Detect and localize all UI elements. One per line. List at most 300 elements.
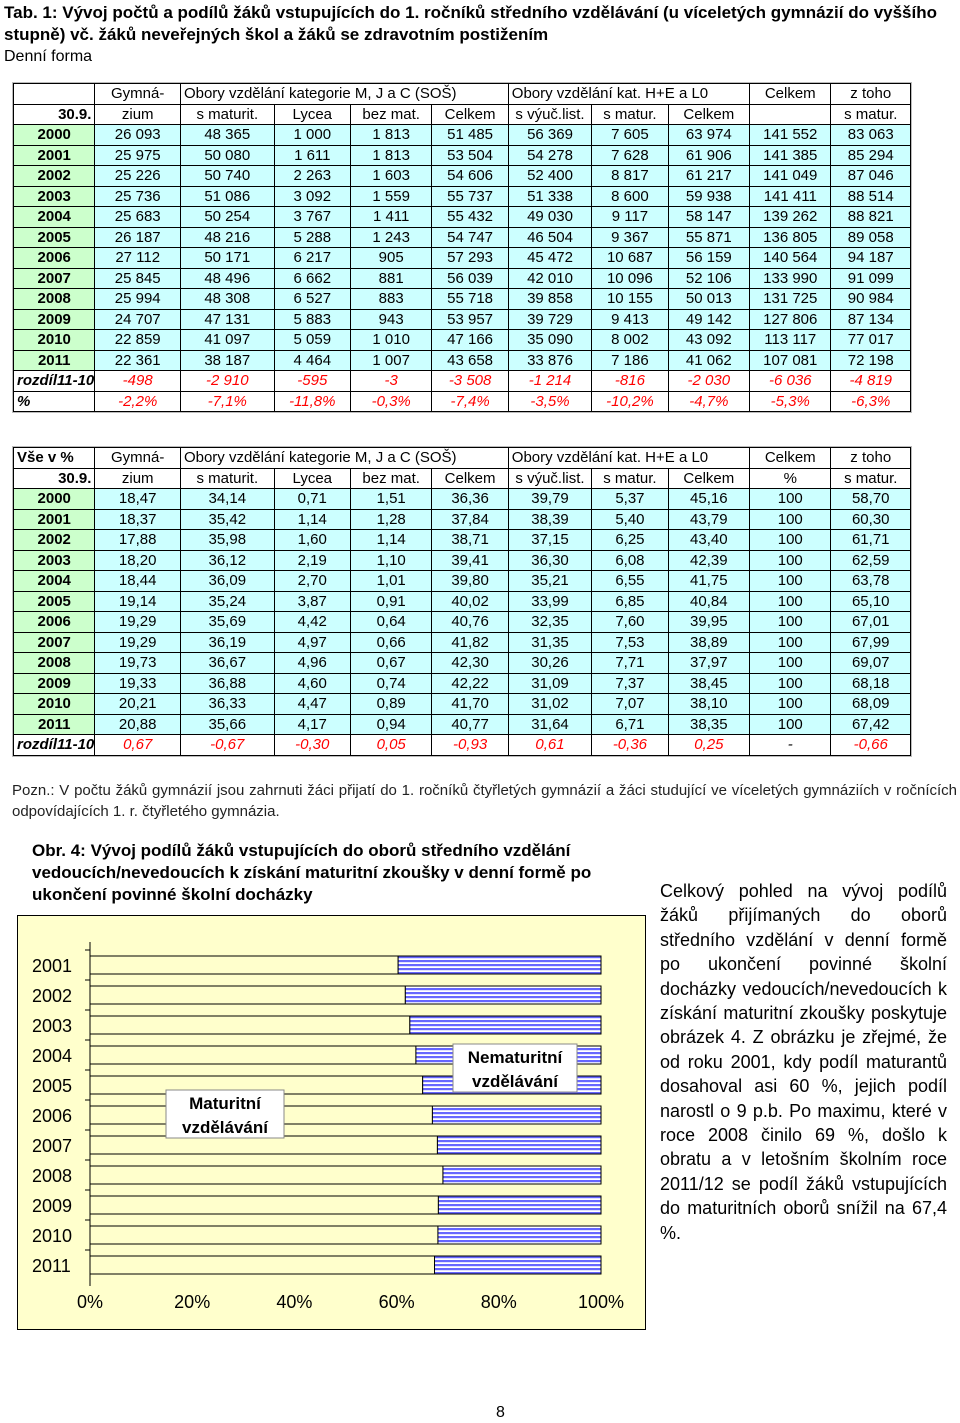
table-cell: 35,42 — [180, 509, 274, 530]
header-cell: Gymná- — [95, 448, 181, 469]
table-cell: 1 559 — [350, 186, 431, 207]
table-cell: 31,09 — [508, 673, 591, 694]
table-cell: 25 736 — [95, 186, 181, 207]
table-cell: 17,88 — [95, 530, 181, 551]
diff-cell: rozdíl11-10 — [14, 371, 95, 392]
diff-cell: -0,36 — [592, 735, 668, 756]
table-cell: 6 527 — [274, 289, 350, 310]
table-cell: 0,89 — [350, 694, 431, 715]
table-cell: 39 858 — [508, 289, 591, 310]
diff-cell: -11,8% — [274, 391, 350, 412]
table-cell: 35,66 — [180, 714, 274, 735]
table-subtitle: Denní forma — [4, 48, 93, 65]
table-row — [14, 166, 911, 187]
table-cell: 56 159 — [668, 248, 749, 269]
table-cell: 36,12 — [180, 550, 274, 571]
table-cell: 2005 — [14, 591, 95, 612]
diff-cell: -4,7% — [668, 391, 749, 412]
table-cell: 1,14 — [350, 530, 431, 551]
bar-matur-2003 — [90, 1016, 410, 1034]
table-cell: 141 049 — [750, 166, 831, 187]
figure-title: Obr. 4: Vývoj podílů žáků vstupujících do oborů středního vzdělání vedoucích/nevedoucích k získání maturitní zkoušky v denní formě po ukončení povinné školní docházky — [32, 841, 592, 904]
table-row — [14, 694, 911, 715]
diff-cell: -595 — [274, 371, 350, 392]
table-cell: 100 — [750, 694, 831, 715]
table-cell: 37,84 — [432, 509, 508, 530]
table-cell: 53 957 — [432, 309, 508, 330]
table-cell: 4,60 — [274, 673, 350, 694]
header-cell: Lycea — [274, 468, 350, 489]
series-label-nematur-text: vzdělávání — [472, 1072, 558, 1091]
diff-cell: -2 910 — [180, 371, 274, 392]
diff-cell: -0,93 — [432, 735, 508, 756]
table-cell: 1 000 — [274, 125, 350, 146]
header-cell: s matur. — [831, 468, 911, 489]
table-cell: 26 187 — [95, 227, 181, 248]
diff-cell: -6,3% — [831, 391, 911, 412]
table-cell: 88 514 — [831, 186, 911, 207]
table-cell: 43 092 — [668, 330, 749, 351]
x-tick-label: 80% — [480, 1292, 517, 1312]
table-cell: 45,16 — [668, 489, 749, 510]
table-cell: 8 002 — [592, 330, 668, 351]
table-cell: 1 007 — [350, 350, 431, 371]
table-cell: 33 876 — [508, 350, 591, 371]
diff-cell: -7,1% — [180, 391, 274, 412]
table-cell: 2011 — [14, 350, 95, 371]
table-cell: 107 081 — [750, 350, 831, 371]
table-cell: 131 725 — [750, 289, 831, 310]
table-cell: 56 039 — [432, 268, 508, 289]
table-cell: 7,07 — [592, 694, 668, 715]
table-cell: 881 — [350, 268, 431, 289]
table-cell: 67,42 — [831, 714, 911, 735]
table-cell: 2008 — [14, 653, 95, 674]
table-cell: 2,19 — [274, 550, 350, 571]
table-cell: 52 106 — [668, 268, 749, 289]
bar-matur-2009 — [90, 1196, 438, 1214]
table-cell: 0,67 — [350, 653, 431, 674]
table-cell: 1,51 — [350, 489, 431, 510]
table-cell: 38,89 — [668, 632, 749, 653]
table-cell: 2007 — [14, 632, 95, 653]
table-row — [14, 227, 911, 248]
table-cell: 2 263 — [274, 166, 350, 187]
diff-cell: -6 036 — [750, 371, 831, 392]
table-cell: 2005 — [14, 227, 95, 248]
table-cell: 6,85 — [592, 591, 668, 612]
table-cell: 141 552 — [750, 125, 831, 146]
table-cell: 50 740 — [180, 166, 274, 187]
table-cell: 41 097 — [180, 330, 274, 351]
table-cell: 61 217 — [668, 166, 749, 187]
y-label-2011: 2011 — [32, 1256, 71, 1276]
table-cell: 3 092 — [274, 186, 350, 207]
table-cell: 9 367 — [592, 227, 668, 248]
table-cell: 39,41 — [432, 550, 508, 571]
table-cell: 4,97 — [274, 632, 350, 653]
table-cell: 136 805 — [750, 227, 831, 248]
table-cell: 139 262 — [750, 207, 831, 228]
side-text: Celkový pohled na vývoj podílů žáků přijímaných do oborů středního vzdělání v denní formě po ukončení povinné školní docházky vedoucích/nevedoucích k získání maturitní zkoušky poskytuje obrázek 4. Z obrázku je zřejmé, že od roku 2001, kdy podíl maturantů dosahoval asi 60 %, jejich podíl narostl o 9 p.b. Po maximu, které v roce 2008 činilo 69 %, došlo k obratu a v letošním školním roce 2011/12 se podíl žáků vstupujících do maturitních oborů snížil na 67,4 %. — [660, 881, 947, 1243]
table-cell: 32,35 — [508, 612, 591, 633]
table-cell: 9 413 — [592, 309, 668, 330]
diff-cell: 0,05 — [350, 735, 431, 756]
table-cell: 38 187 — [180, 350, 274, 371]
table-cell: 0,71 — [274, 489, 350, 510]
table-cell: 19,14 — [95, 591, 181, 612]
header-cell: s maturit. — [180, 468, 274, 489]
table-cell: 25 975 — [95, 145, 181, 166]
table-cell: 58,70 — [831, 489, 911, 510]
table-cell: 40,02 — [432, 591, 508, 612]
table-cell: 40,77 — [432, 714, 508, 735]
table-cell: 100 — [750, 571, 831, 592]
table-cell: 67,01 — [831, 612, 911, 633]
table-cell: 38,45 — [668, 673, 749, 694]
diff-cell: -3 — [350, 371, 431, 392]
table-row — [14, 714, 911, 735]
table-cell: 60,30 — [831, 509, 911, 530]
table-cell: 36,67 — [180, 653, 274, 674]
table-cell: 36,30 — [508, 550, 591, 571]
table-cell: 100 — [750, 714, 831, 735]
table-cell: 1,60 — [274, 530, 350, 551]
table-row — [14, 145, 911, 166]
bar-matur-2007 — [90, 1136, 437, 1154]
header-cell: Obory vzdělání kat. H+E a L0 — [508, 448, 749, 469]
table-counts — [12, 82, 912, 413]
table-cell: 100 — [750, 653, 831, 674]
table-cell: 5 059 — [274, 330, 350, 351]
table-row — [14, 330, 911, 351]
table-cell: 61,71 — [831, 530, 911, 551]
table-cell: 91 099 — [831, 268, 911, 289]
table-cell: 100 — [750, 530, 831, 551]
header-cell: zium — [95, 468, 181, 489]
diff-cell: -3,5% — [508, 391, 591, 412]
table-cell: 2001 — [14, 145, 95, 166]
table-cell: 1 010 — [350, 330, 431, 351]
table-cell: 2009 — [14, 673, 95, 694]
table-cell: 41,70 — [432, 694, 508, 715]
table-cell: 18,44 — [95, 571, 181, 592]
table-row — [14, 509, 911, 530]
diff-cell: -498 — [95, 371, 181, 392]
table-cell: 7,60 — [592, 612, 668, 633]
table-cell: 55 432 — [432, 207, 508, 228]
header-cell: 30.9. — [14, 468, 95, 489]
bar-nematur-2003 — [410, 1016, 601, 1034]
table-cell: 27 112 — [95, 248, 181, 269]
y-label-2009: 2009 — [32, 1196, 73, 1216]
table-row — [14, 673, 911, 694]
table-cell: 25 226 — [95, 166, 181, 187]
diff-row — [14, 735, 911, 756]
table-cell: 2000 — [14, 489, 95, 510]
table-cell: 31,35 — [508, 632, 591, 653]
table-cell: 10 096 — [592, 268, 668, 289]
table-cell: 1 411 — [350, 207, 431, 228]
series-label-nematur-text: Nematuritní — [467, 1048, 563, 1067]
y-label-2006: 2006 — [32, 1106, 73, 1126]
header-cell: s matur. — [592, 468, 668, 489]
diff-cell: -0,67 — [180, 735, 274, 756]
y-label-2004: 2004 — [32, 1046, 73, 1066]
table-cell: 2008 — [14, 289, 95, 310]
table-cell: 6 217 — [274, 248, 350, 269]
table-cell: 36,33 — [180, 694, 274, 715]
table-title: Tab. 1: Vývoj počtů a podílů žáků vstupujících do 1. ročníků středního vzdělávání (u víceletých gymnázií do vyššího stupně) vč. žáků neveřejných škol a žáků se zdravotním postižením — [4, 3, 937, 44]
table-row — [14, 207, 911, 228]
table-row — [14, 125, 911, 146]
table-cell: 2010 — [14, 694, 95, 715]
table-cell: 7 628 — [592, 145, 668, 166]
table-cell: 35,21 — [508, 571, 591, 592]
diff-cell: - — [750, 735, 831, 756]
diff-cell: -0,30 — [274, 735, 350, 756]
table-cell: 41 062 — [668, 350, 749, 371]
table-cell: 48 308 — [180, 289, 274, 310]
bar-nematur-2007 — [437, 1136, 601, 1154]
table-cell: 55 871 — [668, 227, 749, 248]
table-cell: 53 504 — [432, 145, 508, 166]
table-cell: 1 603 — [350, 166, 431, 187]
header-cell: Obory vzdělání kategorie M, J a C (SOŠ) — [180, 448, 508, 469]
table-cell: 51 485 — [432, 125, 508, 146]
table-cell: 0,74 — [350, 673, 431, 694]
table-cell: 77 017 — [831, 330, 911, 351]
table-cell: 6,71 — [592, 714, 668, 735]
table-cell: 6 662 — [274, 268, 350, 289]
table-cell: 2010 — [14, 330, 95, 351]
diff-cell: -7,4% — [432, 391, 508, 412]
table-cell: 55 737 — [432, 186, 508, 207]
header-cell: 30.9. — [14, 104, 95, 125]
table-cell: 100 — [750, 509, 831, 530]
table-note: Pozn.: V počtu žáků gymnázií jsou zahrnuti žáci přijatí do 1. ročníků čtyřletých gymnázií a žáci studující ve víceletých gymnáziích v ročnících odpovídajících 1. r. čtyřletého gymnázia. — [12, 782, 957, 820]
x-tick-label: 0% — [76, 1292, 104, 1312]
table-cell: 7 605 — [592, 125, 668, 146]
header-cell: Gymná- — [95, 84, 181, 105]
header-cell — [14, 84, 95, 105]
table-row — [14, 591, 911, 612]
header-cell — [750, 104, 831, 125]
table-cell: 2003 — [14, 550, 95, 571]
diff-cell: -2 030 — [668, 371, 749, 392]
table-cell: 39 729 — [508, 309, 591, 330]
table-cell: 1 243 — [350, 227, 431, 248]
bar-matur-2004 — [90, 1046, 416, 1064]
diff-cell: -0,3% — [350, 391, 431, 412]
table-cell: 1,10 — [350, 550, 431, 571]
diff-cell: 0,61 — [508, 735, 591, 756]
table-cell: 69,07 — [831, 653, 911, 674]
table-cell: 36,88 — [180, 673, 274, 694]
table-cell: 38,39 — [508, 509, 591, 530]
table-cell: 52 400 — [508, 166, 591, 187]
table-cell: 40,76 — [432, 612, 508, 633]
table-cell: 87 046 — [831, 166, 911, 187]
table-cell: 54 278 — [508, 145, 591, 166]
diff-cell: -2,2% — [95, 391, 181, 412]
header-cell: bez mat. — [350, 468, 431, 489]
bar-matur-2008 — [90, 1166, 443, 1184]
table-cell: 42,39 — [668, 550, 749, 571]
table-cell: 7 186 — [592, 350, 668, 371]
table-cell: 36,09 — [180, 571, 274, 592]
table-cell: 63 974 — [668, 125, 749, 146]
bar-nematur-2008 — [443, 1166, 601, 1184]
header-cell: z toho — [831, 448, 911, 469]
table-cell: 22 859 — [95, 330, 181, 351]
bar-nematur-2001 — [398, 956, 601, 974]
table-cell: 25 683 — [95, 207, 181, 228]
table-row — [14, 571, 911, 592]
table-cell: 1 611 — [274, 145, 350, 166]
diff-cell: -0,66 — [831, 735, 911, 756]
table-cell: 38,71 — [432, 530, 508, 551]
table-row — [14, 309, 911, 330]
table-cell: 2011 — [14, 714, 95, 735]
table-row — [14, 289, 911, 310]
table-cell: 65,10 — [831, 591, 911, 612]
table-cell: 5,37 — [592, 489, 668, 510]
table-row — [14, 268, 911, 289]
table-cell: 4 464 — [274, 350, 350, 371]
table-cell: 88 821 — [831, 207, 911, 228]
header-cell: Celkem — [750, 84, 831, 105]
table-cell: 2002 — [14, 530, 95, 551]
table-cell: 8 817 — [592, 166, 668, 187]
table-percent — [12, 446, 912, 757]
table-cell: 10 155 — [592, 289, 668, 310]
table-cell: 1,28 — [350, 509, 431, 530]
table-cell: 5,40 — [592, 509, 668, 530]
table-cell: 141 411 — [750, 186, 831, 207]
page-number: 8 — [496, 1404, 505, 1421]
table-cell: 2006 — [14, 612, 95, 633]
table-cell: 48 365 — [180, 125, 274, 146]
table-cell: 0,94 — [350, 714, 431, 735]
table-cell: 38,10 — [668, 694, 749, 715]
table-cell: 87 134 — [831, 309, 911, 330]
header-cell: Celkem — [668, 104, 749, 125]
table-cell: 61 906 — [668, 145, 749, 166]
table-row — [14, 550, 911, 571]
chart-area — [17, 915, 646, 1330]
table-cell: 45 472 — [508, 248, 591, 269]
table-cell: 100 — [750, 489, 831, 510]
diff-cell: 0,67 — [95, 735, 181, 756]
table-cell: 30,26 — [508, 653, 591, 674]
header-cell: Lycea — [274, 104, 350, 125]
table-cell: 50 171 — [180, 248, 274, 269]
header-cell: s výuč.list. — [508, 468, 591, 489]
table-cell: 25 994 — [95, 289, 181, 310]
table-cell: 20,88 — [95, 714, 181, 735]
bar-nematur-2011 — [435, 1256, 601, 1274]
y-label-2001: 2001 — [32, 956, 73, 976]
table-cell: 37,97 — [668, 653, 749, 674]
table-cell: 127 806 — [750, 309, 831, 330]
table-cell: 37,15 — [508, 530, 591, 551]
table-cell: 100 — [750, 632, 831, 653]
table-cell: 51 338 — [508, 186, 591, 207]
table-cell: 100 — [750, 612, 831, 633]
table-cell: 4,47 — [274, 694, 350, 715]
table-cell: 50 013 — [668, 289, 749, 310]
table-cell: 2003 — [14, 186, 95, 207]
table-cell: 1,01 — [350, 571, 431, 592]
diff-cell: % — [14, 391, 95, 412]
header-cell: Obory vzdělání kat. H+E a L0 — [508, 84, 749, 105]
table-cell: 2001 — [14, 509, 95, 530]
table-cell: 51 086 — [180, 186, 274, 207]
x-tick-label: 20% — [174, 1292, 211, 1312]
bar-matur-2001 — [90, 956, 398, 974]
table-cell: 49 142 — [668, 309, 749, 330]
table-cell: 94 187 — [831, 248, 911, 269]
table-cell: 19,33 — [95, 673, 181, 694]
table-cell: 19,73 — [95, 653, 181, 674]
table-cell: 54 747 — [432, 227, 508, 248]
bar-matur-2011 — [90, 1256, 435, 1274]
bar-nematur-2006 — [432, 1106, 601, 1124]
header-cell: Celkem — [432, 468, 508, 489]
table-cell: 2002 — [14, 166, 95, 187]
table-cell: 943 — [350, 309, 431, 330]
table-cell: 2000 — [14, 125, 95, 146]
table-cell: 42,30 — [432, 653, 508, 674]
table-cell: 100 — [750, 591, 831, 612]
table-row — [14, 530, 911, 551]
table-cell: 50 080 — [180, 145, 274, 166]
table-row — [14, 632, 911, 653]
table-cell: 1,14 — [274, 509, 350, 530]
table-cell: 4,17 — [274, 714, 350, 735]
table-cell: 62,59 — [831, 550, 911, 571]
table-row — [14, 186, 911, 207]
header-cell: Obory vzdělání kategorie M, J a C (SOŠ) — [180, 84, 508, 105]
table-cell: 883 — [350, 289, 431, 310]
table-cell: 26 093 — [95, 125, 181, 146]
header-cell: s matur. — [592, 104, 668, 125]
table-cell: 33,99 — [508, 591, 591, 612]
header-cell: % — [750, 468, 831, 489]
table-cell: 36,36 — [432, 489, 508, 510]
table-cell: 43,79 — [668, 509, 749, 530]
table-row — [14, 489, 911, 510]
diff-row — [14, 391, 911, 412]
diff-cell: -816 — [592, 371, 668, 392]
table-cell: 72 198 — [831, 350, 911, 371]
table-cell: 5 288 — [274, 227, 350, 248]
table-cell: 57 293 — [432, 248, 508, 269]
table-cell: 59 938 — [668, 186, 749, 207]
series-label-matur-text: Maturitní — [189, 1094, 261, 1113]
table-cell: 43,40 — [668, 530, 749, 551]
bar-nematur-2009 — [438, 1196, 601, 1214]
table-cell: 141 385 — [750, 145, 831, 166]
y-label-2010: 2010 — [32, 1226, 73, 1246]
table-cell: 7,53 — [592, 632, 668, 653]
table-cell: 43 658 — [432, 350, 508, 371]
table-cell: 67,99 — [831, 632, 911, 653]
header-cell: z toho — [831, 84, 911, 105]
table-cell: 39,80 — [432, 571, 508, 592]
table-cell: 140 564 — [750, 248, 831, 269]
